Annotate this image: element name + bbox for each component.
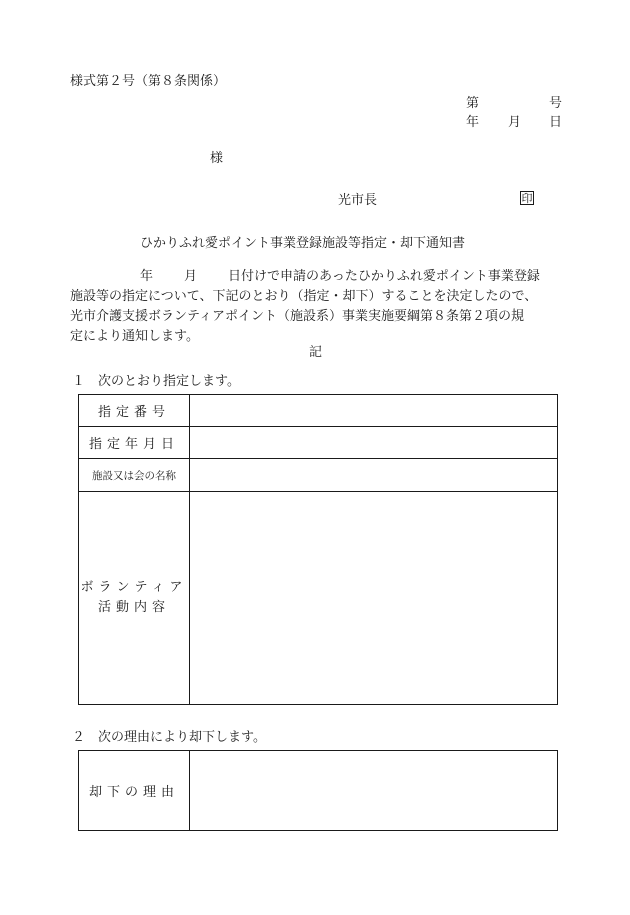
seal-mark: 印 bbox=[521, 191, 533, 205]
rejection-table bbox=[78, 750, 558, 831]
body-line-3: 光市介護支援ボランティアポイント（施設系）事業実施要綱第８条第２項の規 bbox=[70, 309, 524, 324]
activity-content-field[interactable] bbox=[190, 492, 558, 705]
body-line-1-text: 日付けで申請のあったひかりふれ愛ポイント事業登録 bbox=[228, 269, 540, 284]
section-2-heading: ２ 次の理由により却下します。 bbox=[72, 730, 266, 745]
designation-date-label: 指定年月日 bbox=[79, 427, 190, 459]
designation-number-label: 指定番号 bbox=[79, 395, 190, 427]
rejection-reason-field[interactable] bbox=[190, 751, 558, 831]
document-title: ひかりふれ愛ポイント事業登録施設等指定・却下通知書 bbox=[140, 236, 466, 251]
facility-name-field[interactable] bbox=[190, 459, 558, 492]
rejection-reason-label: 却下の理由 bbox=[79, 751, 190, 831]
addressee-suffix: 様 bbox=[210, 151, 224, 166]
body-line-1 bbox=[70, 267, 562, 287]
designation-date-field[interactable] bbox=[190, 427, 558, 459]
table-row bbox=[79, 459, 558, 492]
ki-heading: 記 bbox=[309, 345, 323, 360]
notice-body bbox=[70, 267, 562, 347]
section-1-heading: １ 次のとおり指定します。 bbox=[72, 374, 240, 389]
body-year-label: 年 bbox=[140, 269, 154, 284]
doc-number-suffix: 号 bbox=[549, 96, 563, 111]
issuer-name: 光市長 bbox=[338, 193, 378, 208]
body-month-label: 月 bbox=[184, 269, 198, 284]
date-day-label: 日 bbox=[549, 115, 563, 130]
activity-label-line-1: ボランティア bbox=[80, 580, 188, 595]
table-row bbox=[79, 492, 558, 705]
designation-number-field[interactable] bbox=[190, 395, 558, 427]
activity-content-label bbox=[79, 492, 190, 705]
designation-table bbox=[78, 394, 558, 705]
date-year-label: 年 bbox=[466, 115, 480, 130]
body-line-2: 施設等の指定について、下記のとおり（指定・却下）することを決定したので、 bbox=[70, 289, 538, 304]
body-line-4: 定により通知します。 bbox=[70, 329, 199, 344]
doc-number-prefix: 第 bbox=[466, 96, 480, 111]
table-row bbox=[79, 751, 558, 831]
activity-label-line-2: 活動内容 bbox=[97, 600, 170, 615]
form-number: 様式第２号（第８条関係） bbox=[70, 74, 227, 89]
table-row bbox=[79, 427, 558, 459]
date-month-label: 月 bbox=[508, 115, 522, 130]
facility-name-label: 施設又は会の名称 bbox=[79, 459, 190, 492]
table-row bbox=[79, 395, 558, 427]
